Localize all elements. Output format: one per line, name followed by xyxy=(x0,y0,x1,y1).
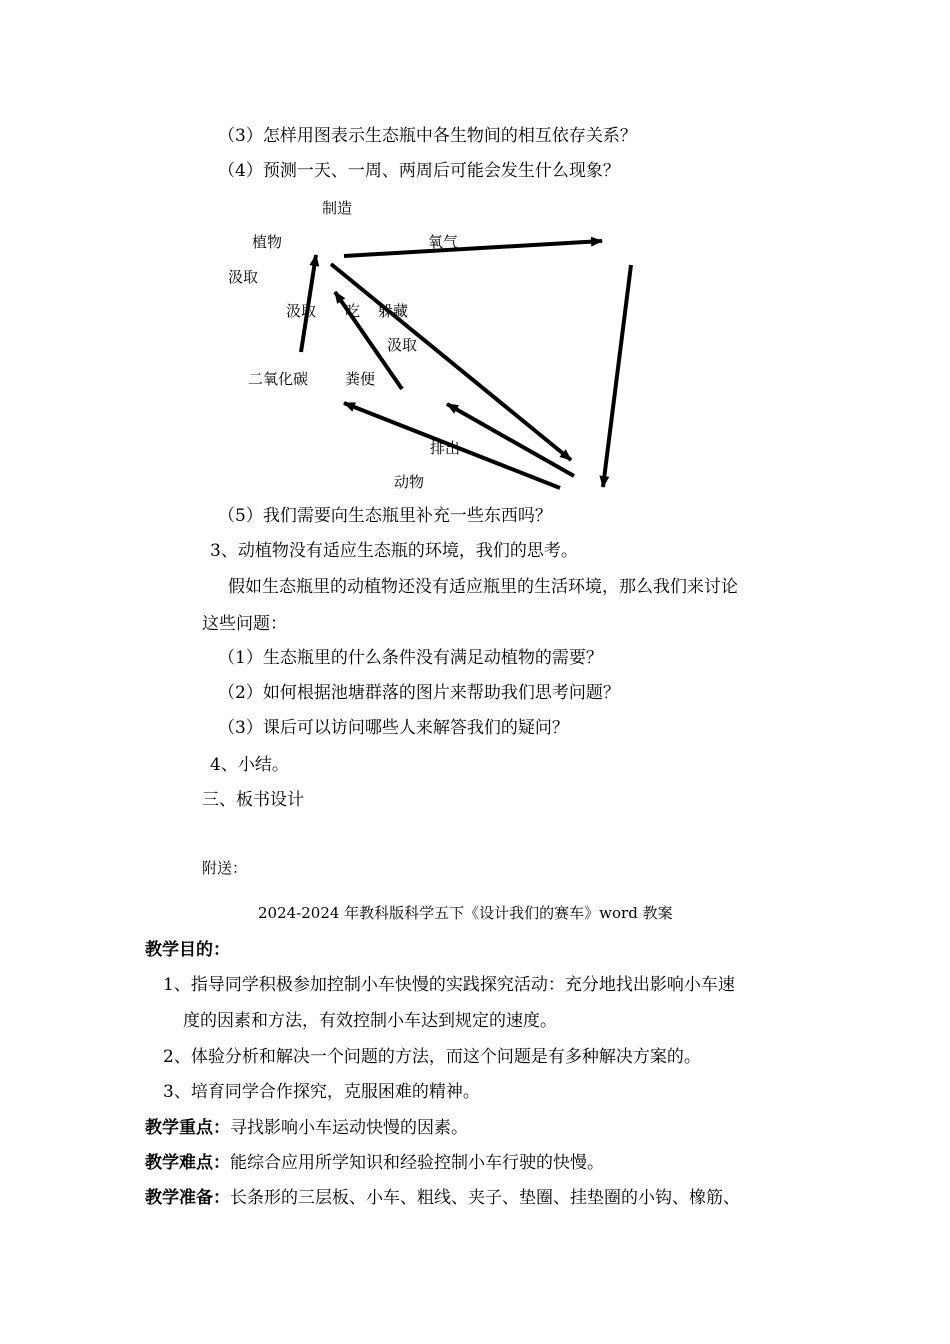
label-oxygen: 氧气 xyxy=(428,233,459,251)
label-xiqu-right: 汲取 xyxy=(387,336,418,354)
arrow-plant-to-animal xyxy=(331,264,571,460)
preparation xyxy=(145,1190,740,1207)
preparation-text: 长条形的三层板、小车、粗线、夹子、垫圈、挂垫圈的小钩、橡筋、 xyxy=(230,1188,740,1208)
label-xiqu-mid: 汲取 xyxy=(286,302,317,320)
label-eat: 吃 xyxy=(345,302,361,320)
goals-heading: 教学目的： xyxy=(145,940,230,960)
preparation-label: 教学准备： xyxy=(145,1188,230,1208)
arrow-oxygen-to-animal xyxy=(603,265,631,487)
key-point-text: 寻找影响小车运动快慢的因素。 xyxy=(230,1118,468,1138)
goal-1-line-2: 度的因素和方法，有效控制小车达到规定的速度。 xyxy=(183,1011,557,1031)
question-3: （3）怎样用图表示生态瓶中各生物间的相互依存关系？ xyxy=(218,126,637,146)
question-5: （5）我们需要向生态瓶里补充一些东西吗？ xyxy=(218,506,552,526)
difficulty xyxy=(145,1155,604,1172)
label-zhizao: 制造 xyxy=(322,199,353,217)
problem-2: （2）如何根据池塘群落的图片来帮助我们思考问题？ xyxy=(218,683,620,703)
document-title: 2024-2024 年教科版科学五下《设计我们的赛车》word 教案 xyxy=(258,904,673,922)
problem-1: （1）生态瓶里的什么条件没有满足动植物的需要？ xyxy=(218,648,603,668)
problem-3: （3）课后可以访问哪些人来解答我们的疑问？ xyxy=(218,718,569,738)
key-point xyxy=(145,1120,468,1137)
label-animal: 动物 xyxy=(394,473,425,491)
label-hide: 躲藏 xyxy=(378,302,409,320)
difficulty-text: 能综合应用所学知识和经验控制小车行驶的快慢。 xyxy=(230,1153,604,1173)
section-4: 4、小结。 xyxy=(210,755,289,775)
key-point-label: 教学重点： xyxy=(145,1118,230,1138)
label-plant: 植物 xyxy=(252,233,283,251)
arrow-animal-to-manure xyxy=(447,404,574,476)
goal-3: 3、培育同学合作探究，克服困难的精神。 xyxy=(163,1082,480,1102)
question-4: （4）预测一天、一周、两周后可能会发生什么现象？ xyxy=(218,161,620,181)
difficulty-label: 教学难点： xyxy=(145,1153,230,1173)
goal-1-line-1: 1、指导同学积极参加控制小车快慢的实践探究活动：充分地找出影响小车速 xyxy=(163,975,735,995)
section-board-design: 三、板书设计 xyxy=(202,790,304,810)
arrow-plant-to-oxygen xyxy=(344,241,602,256)
label-co2: 二氧化碳 xyxy=(248,370,309,388)
label-manure: 粪便 xyxy=(345,370,376,388)
section-3: 3、动植物没有适应生态瓶的环境，我们的思考。 xyxy=(210,541,578,561)
paragraph-line-2: 这些问题： xyxy=(202,614,287,634)
label-excrete: 排出 xyxy=(430,439,461,457)
paragraph-line-1: 假如生态瓶里的动植物还没有适应瓶里的生活环境，那么我们来讨论 xyxy=(228,577,738,597)
goal-2: 2、体验分析和解决一个问题的方法，而这个问题是有多种解决方案的。 xyxy=(163,1047,701,1067)
diagram-arrows xyxy=(0,0,950,520)
appendix-label: 附送： xyxy=(202,859,248,877)
label-xiqu-left: 汲取 xyxy=(228,268,259,286)
